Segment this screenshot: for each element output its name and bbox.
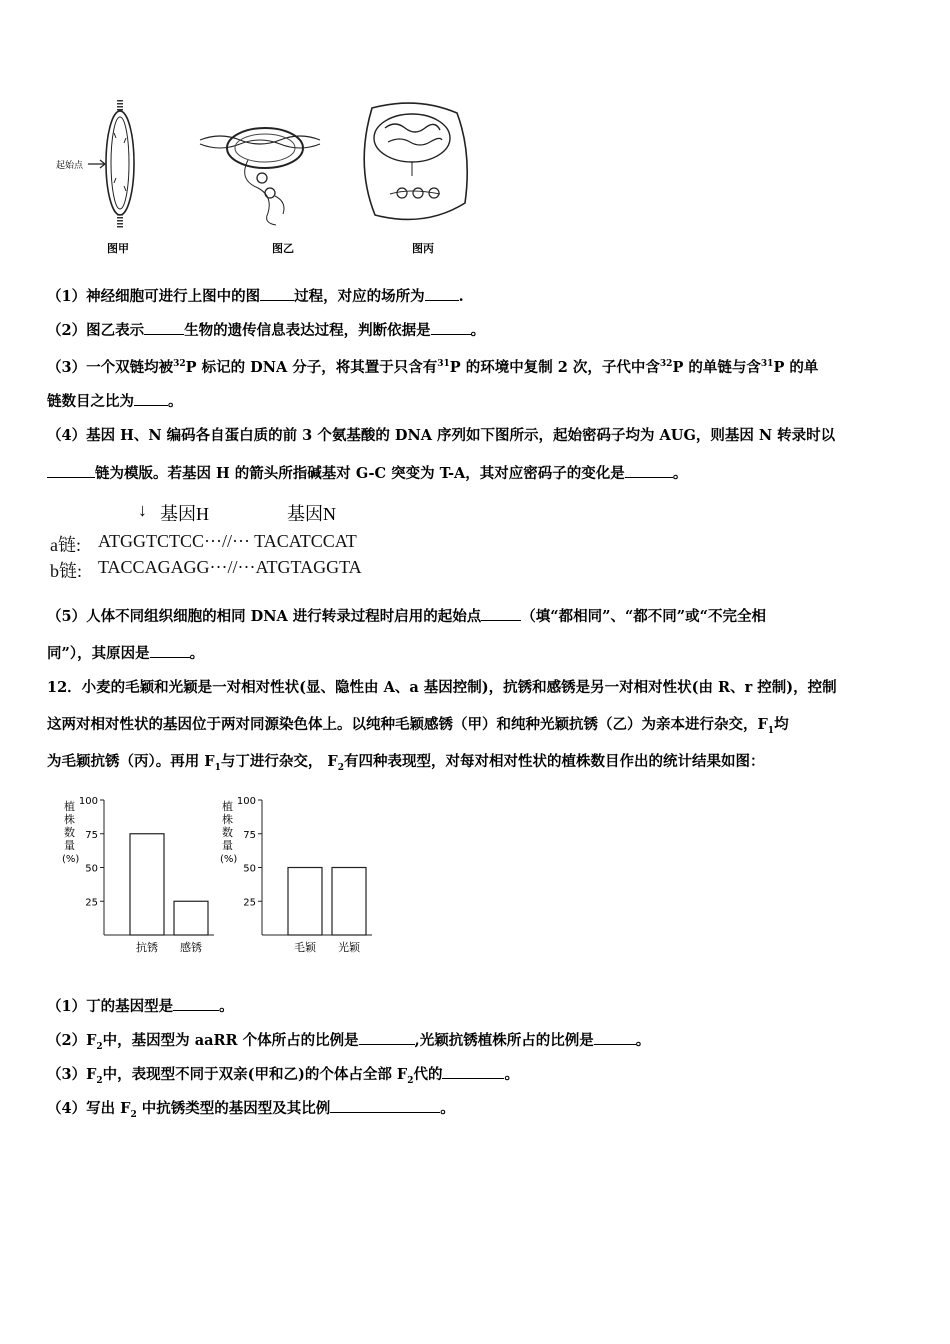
subscript: 2 <box>407 1075 414 1086</box>
answer-blank[interactable] <box>150 643 190 658</box>
q11-p2-text-a: （2）图乙表示 <box>47 322 145 339</box>
q12-q3-text-b: 中，表现型不同于双亲(甲和乙)的个体占全部 F <box>102 1066 408 1083</box>
y-tick-label: 25 <box>85 897 98 909</box>
fig-c-caption: 图丙 <box>412 242 434 255</box>
q12-q3-text-a: （3）F <box>47 1066 97 1083</box>
figure-dna-processes <box>50 98 470 263</box>
answer-blank[interactable] <box>442 1064 504 1079</box>
q11-p3-text-a: （3）一个双链均被 <box>47 358 174 376</box>
q12-q3-text-d: 。 <box>504 1066 519 1083</box>
superscript: 31 <box>760 359 774 369</box>
q12-q2-text-d: 。 <box>635 1032 651 1049</box>
fig-b-coupled-expression <box>200 128 320 225</box>
q11-p5b-text-b: 。 <box>189 645 205 662</box>
subscript: 1 <box>767 725 775 736</box>
subscript: 2 <box>337 762 344 773</box>
b-strand-sequence: TACCAGAGG···//···ATGTAGGTA <box>98 557 362 577</box>
fig-a-replication-bubble <box>88 100 134 228</box>
y-axis-label-char: 植 <box>222 800 233 813</box>
answer-blank[interactable] <box>594 1030 636 1045</box>
gene-h-label: 基因H <box>160 504 209 524</box>
answer-blank[interactable] <box>359 1030 415 1045</box>
chart-glume <box>218 790 388 960</box>
q11-p1-text-c: . <box>458 288 464 305</box>
q12-text-line3b: 与丁进行杂交， F <box>220 753 338 770</box>
y-axis-label-char: 数 <box>64 826 75 839</box>
q11-p5-text-a: （5）人体不同组织细胞的相同 DNA 进行转录过程时启用的起始点 <box>47 608 482 625</box>
bar-毛颖 <box>288 868 322 936</box>
x-tick-label: 光颖 <box>338 941 360 954</box>
q11-p4b-text-a: 链为模版。若基因 H 的箭头所指碱基对 G-C 突变为 T-A，其对应密码子的变化是 <box>95 465 625 482</box>
y-axis-label-char: 数 <box>222 826 233 839</box>
y-tick-label: 75 <box>243 829 256 841</box>
subscript: 2 <box>96 1041 103 1052</box>
answer-blank[interactable] <box>134 391 168 406</box>
x-tick-label: 毛颖 <box>294 941 316 954</box>
q12-part4 <box>47 1098 910 1125</box>
q12-part1 <box>47 996 910 1017</box>
chart-resistance <box>60 790 230 960</box>
q11-part2 <box>47 320 910 341</box>
y-tick-label: 100 <box>236 796 256 807</box>
fig-b-caption: 图乙 <box>272 242 294 255</box>
answer-blank[interactable] <box>625 463 673 478</box>
q12-q4-text-b: 中抗锈类型的基因型及其比例 <box>136 1100 331 1117</box>
q12-q2-text-b: 中，基因型为 aaRR 个体所占的比例是 <box>102 1032 359 1049</box>
q12-q1-text-b: 。 <box>219 998 234 1015</box>
q12-text-line2b: 均 <box>774 716 789 733</box>
q12-stem-line1 <box>47 678 910 698</box>
q11-part4 <box>47 426 910 446</box>
chart-resistance-svg <box>60 790 230 960</box>
q11-p3-text-b: P 标记的 DNA 分子，将其置于只含有 <box>185 358 438 376</box>
q11-part1 <box>47 286 910 307</box>
q12-q2-text-c: ,光颖抗锈植株所占的比例是 <box>414 1032 594 1049</box>
b-strand-label: b链: <box>50 561 83 581</box>
answer-blank[interactable] <box>144 320 184 335</box>
y-axis-label-unit: (%) <box>220 854 238 865</box>
answer-blank[interactable] <box>425 286 459 301</box>
answer-blank[interactable] <box>173 996 219 1011</box>
y-axis-label-unit: (%) <box>62 854 80 865</box>
q11-part5 <box>47 606 910 627</box>
y-tick-label: 25 <box>243 897 256 909</box>
q11-p3-text-c: P 的环境中复制 2 次，子代中含 <box>449 358 660 376</box>
gene-n-label: 基因N <box>287 504 336 524</box>
q11-p5-text-b: （填“都相同”、“都不同”或“不完全相 <box>521 608 766 625</box>
q11-part3 <box>47 354 910 378</box>
q12-q3-text-c: 代的 <box>413 1066 443 1083</box>
q12-text-line2a: 这两对相对性状的基因位于两对同源染色体上。以纯种毛颖感锈（甲）和纯种光颖抗锈（乙）为亲本进行杂交，F <box>47 716 768 733</box>
q11-p3-text-e: P 的单 <box>773 358 819 376</box>
q11-p3b-text-b: 。 <box>168 393 183 410</box>
q12-stem-line2 <box>47 715 910 741</box>
y-axis-label-char: 量 <box>64 839 75 852</box>
q12-text-line1: 12．小麦的毛颖和光颖是一对相对性状(显、隐性由 A、a 基因控制)，抗锈和感锈是另一对相对性状(由 R、r 控制)，控制 <box>47 679 837 696</box>
x-tick-label: 抗锈 <box>136 941 158 954</box>
q11-part5-cont <box>47 643 910 664</box>
answer-blank[interactable] <box>47 463 95 478</box>
subscript: 2 <box>130 1109 137 1120</box>
a-strand-label: a链: <box>50 535 81 555</box>
y-axis-label-char: 株 <box>222 813 233 826</box>
q11-p2-text-c: 。 <box>470 322 486 339</box>
q11-p2-text-b: 生物的遗传信息表达过程，判断依据是 <box>184 322 431 339</box>
y-tick-label: 50 <box>243 863 256 875</box>
y-axis-label-char: 株 <box>64 813 75 826</box>
arrow-down-icon: ↓ <box>138 500 147 520</box>
bar-感锈 <box>174 901 208 935</box>
bar-抗锈 <box>130 834 164 935</box>
q12-q2-text-a: （2）F <box>47 1032 97 1049</box>
q11-p5b-text-a: 同”），其原因是 <box>47 645 150 662</box>
y-tick-label: 50 <box>85 863 98 875</box>
q12-stem-line3 <box>47 752 910 778</box>
q11-part3-cont <box>47 391 910 412</box>
subscript: 1 <box>214 762 221 773</box>
q12-part2 <box>47 1030 910 1057</box>
answer-blank[interactable] <box>330 1098 440 1113</box>
q11-p3b-text-a: 链数目之比为 <box>47 393 134 410</box>
y-tick-label: 100 <box>78 796 98 807</box>
answer-blank[interactable] <box>260 286 294 301</box>
fig-c-eukaryotic-cell <box>364 103 467 219</box>
y-axis-label-char: 植 <box>64 800 75 813</box>
superscript: 32 <box>659 359 673 369</box>
q12-q1-text-a: （1）丁的基因型是 <box>47 998 174 1015</box>
chart-glume-svg <box>218 790 388 960</box>
subscript: 2 <box>96 1075 103 1086</box>
fig-a-caption: 图甲 <box>107 242 129 255</box>
x-tick-label: 感锈 <box>180 941 202 954</box>
q11-p1-text-a: （1）神经细胞可进行上图中的图 <box>47 288 261 305</box>
answer-blank[interactable] <box>481 606 521 621</box>
q12-q4-text-c: 。 <box>440 1100 455 1117</box>
y-tick-label: 75 <box>85 829 98 841</box>
q11-p3-text-d: P 的单链与含 <box>672 358 761 376</box>
q12-part3 <box>47 1064 910 1091</box>
q12-text-line3a: 为毛颖抗锈（丙）。再用 F <box>47 753 215 770</box>
y-axis-label-char: 量 <box>222 839 233 852</box>
q11-p1-text-b: 过程，对应的场所为 <box>294 288 425 305</box>
a-strand-sequence: ATGGTCTCC···//··· TACATCCAT <box>98 531 357 551</box>
q12-text-line3c: 有四种表现型，对每对相对性状的植株数目作出的统计结果如图： <box>343 753 765 770</box>
answer-blank[interactable] <box>431 320 471 335</box>
fig-a-start-label: 起始点 <box>56 161 84 171</box>
superscript: 31 <box>437 359 450 369</box>
q12-q4-text-a: （4）写出 F <box>47 1100 131 1117</box>
q11-p4b-text-b: 。 <box>672 465 688 482</box>
q11-p4-text-a: （4）基因 H、N 编码各自蛋白质的前 3 个氨基酸的 DNA 序列如下图所示，起始密码子均为 AUG，则基因 N 转录时以 <box>47 427 836 444</box>
superscript: 32 <box>173 359 186 369</box>
q11-part4-cont <box>47 463 910 484</box>
bar-光颖 <box>332 868 366 936</box>
